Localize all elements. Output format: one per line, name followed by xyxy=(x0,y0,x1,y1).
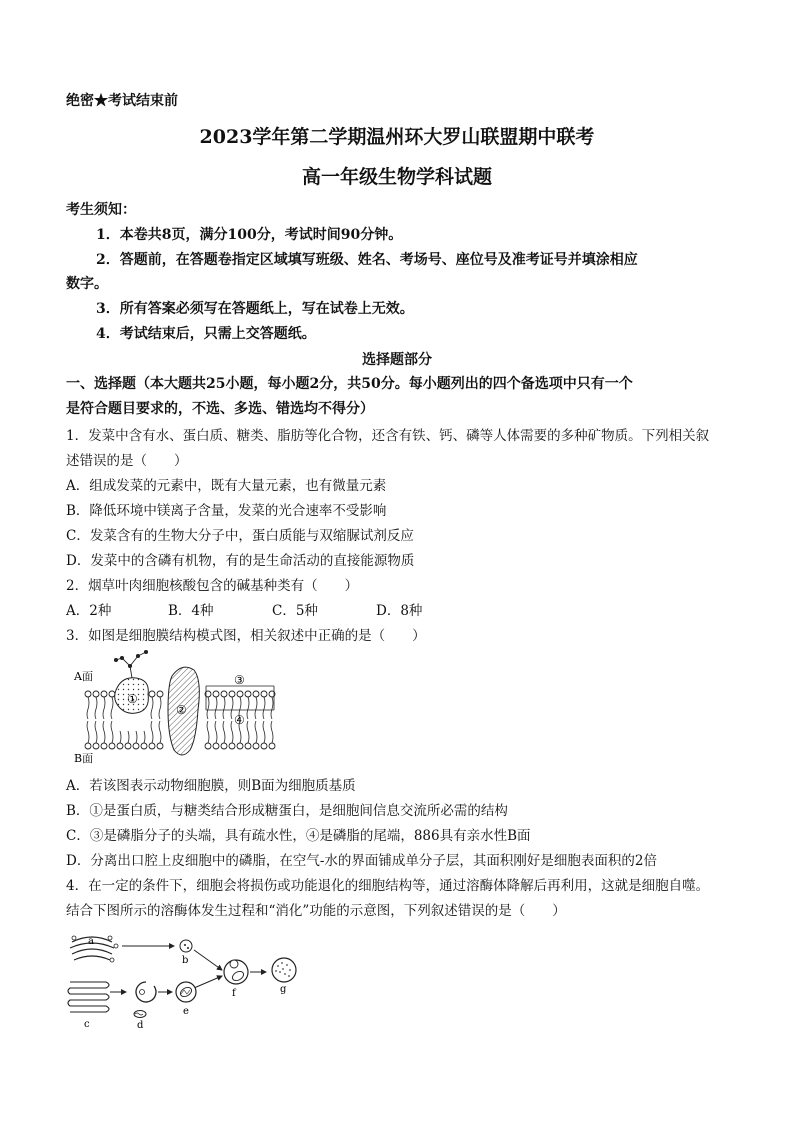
label-c: c xyxy=(84,1019,90,1030)
marker-4: ④ xyxy=(234,713,245,727)
q1-option-c: C．发菜含有的生物大分子中，蛋白质能与双缩脲试剂反应 xyxy=(66,528,414,544)
q1-option-d: D．发菜中的含磷有机物，有的是生命活动的直接能源物质 xyxy=(66,553,415,569)
q3-option-a: A．若该图表示动物细胞膜，则B面为细胞质基质 xyxy=(66,778,356,794)
marker-3: ③ xyxy=(234,673,245,687)
exam-subtitle: 高一年级生物学科试题 xyxy=(301,166,492,188)
q2-option-c: C．5种 xyxy=(272,603,318,619)
notice-item-3: 3．所有答案必须写在答题纸上，写在试卷上无效。 xyxy=(96,301,414,317)
exam-title: 2023学年第二学期温州环大罗山联盟期中联考 xyxy=(199,126,595,148)
q3-option-b: B．①是蛋白质，与糖类结合形成糖蛋白，是细胞间信息交流所必需的结构 xyxy=(66,803,508,819)
q1-stem-1: 1．发菜中含有水、蛋白质、糖类、脂肪等化合物，还含有铁、钙、磷等人体需要的多种矿物质。下列相关叙 xyxy=(66,428,710,444)
section-intro-2: 是符合题目要求的，不选、多选、错选均不得分） xyxy=(66,401,374,417)
label-f: f xyxy=(232,988,236,999)
marker-2: ② xyxy=(176,703,187,717)
q2-option-d: D．8种 xyxy=(376,603,423,619)
autophagy-figure xyxy=(66,930,306,1030)
q1-option-b: B．降低环境中镁离子含量，发菜的光合速率不受影响 xyxy=(66,503,387,519)
section-title: 选择题部分 xyxy=(362,352,432,368)
q2-stem: 2．烟草叶肉细胞核酸包含的碱基种类有（ ） xyxy=(66,578,359,594)
label-a: a xyxy=(88,936,94,947)
notice-item-4: 4．考试结束后，只需上交答题纸。 xyxy=(96,326,316,342)
cell-membrane-figure xyxy=(72,648,292,766)
section-intro-1: 一、选择题（本大题共25小题，每小题2分，共50分。每小题列出的四个备选项中只有一个 xyxy=(66,376,633,392)
q1-stem-2: 述错误的是（ ） xyxy=(66,453,188,469)
notice-item-1: 1．本卷共8页，满分100分，考试时间90分钟。 xyxy=(96,227,403,243)
q4-stem-1: 4．在一定的条件下，细胞会将损伤或功能退化的细胞结构等，通过溶酶体降解后再利用，这就是细胞自噬。 xyxy=(66,878,710,894)
label-d: d xyxy=(137,1020,144,1030)
label-b: b xyxy=(182,955,189,966)
label-g: g xyxy=(280,984,287,995)
notice-heading: 考生须知： xyxy=(66,202,136,218)
q2-option-b: B．4种 xyxy=(168,603,214,619)
face-a-label: A面 xyxy=(74,670,93,683)
notice-item-2-cont: 数字。 xyxy=(66,276,108,292)
marker-1: ① xyxy=(127,692,138,706)
q3-option-d: D．分离出口腔上皮细胞中的磷脂，在空气-水的界面铺成单分子层，其面积刚好是细胞表面积的2倍 xyxy=(66,853,657,869)
label-e: e xyxy=(183,1006,189,1017)
q3-option-c: C．③是磷脂分子的头端，具有疏水性，④是磷脂的尾端，886具有亲水性B面 xyxy=(66,828,531,844)
face-b-label: B面 xyxy=(74,752,94,765)
q3-stem: 3．如图是细胞膜结构模式图，相关叙述中正确的是（ ） xyxy=(66,628,426,644)
notice-item-2: 2．答题前，在答题卷指定区域填写班级、姓名、考场号、座位号及准考证号并填涂相应 xyxy=(96,252,638,268)
q4-stem-2: 结合下图所示的溶酶体发生过程和“消化”功能的示意图，下列叙述错误的是（ ） xyxy=(66,903,566,919)
q2-option-a: A．2种 xyxy=(66,603,112,619)
q1-option-a: A．组成发菜的元素中，既有大量元素，也有微量元素 xyxy=(66,478,387,494)
confidential-mark: 绝密★考试结束前 xyxy=(66,93,178,109)
